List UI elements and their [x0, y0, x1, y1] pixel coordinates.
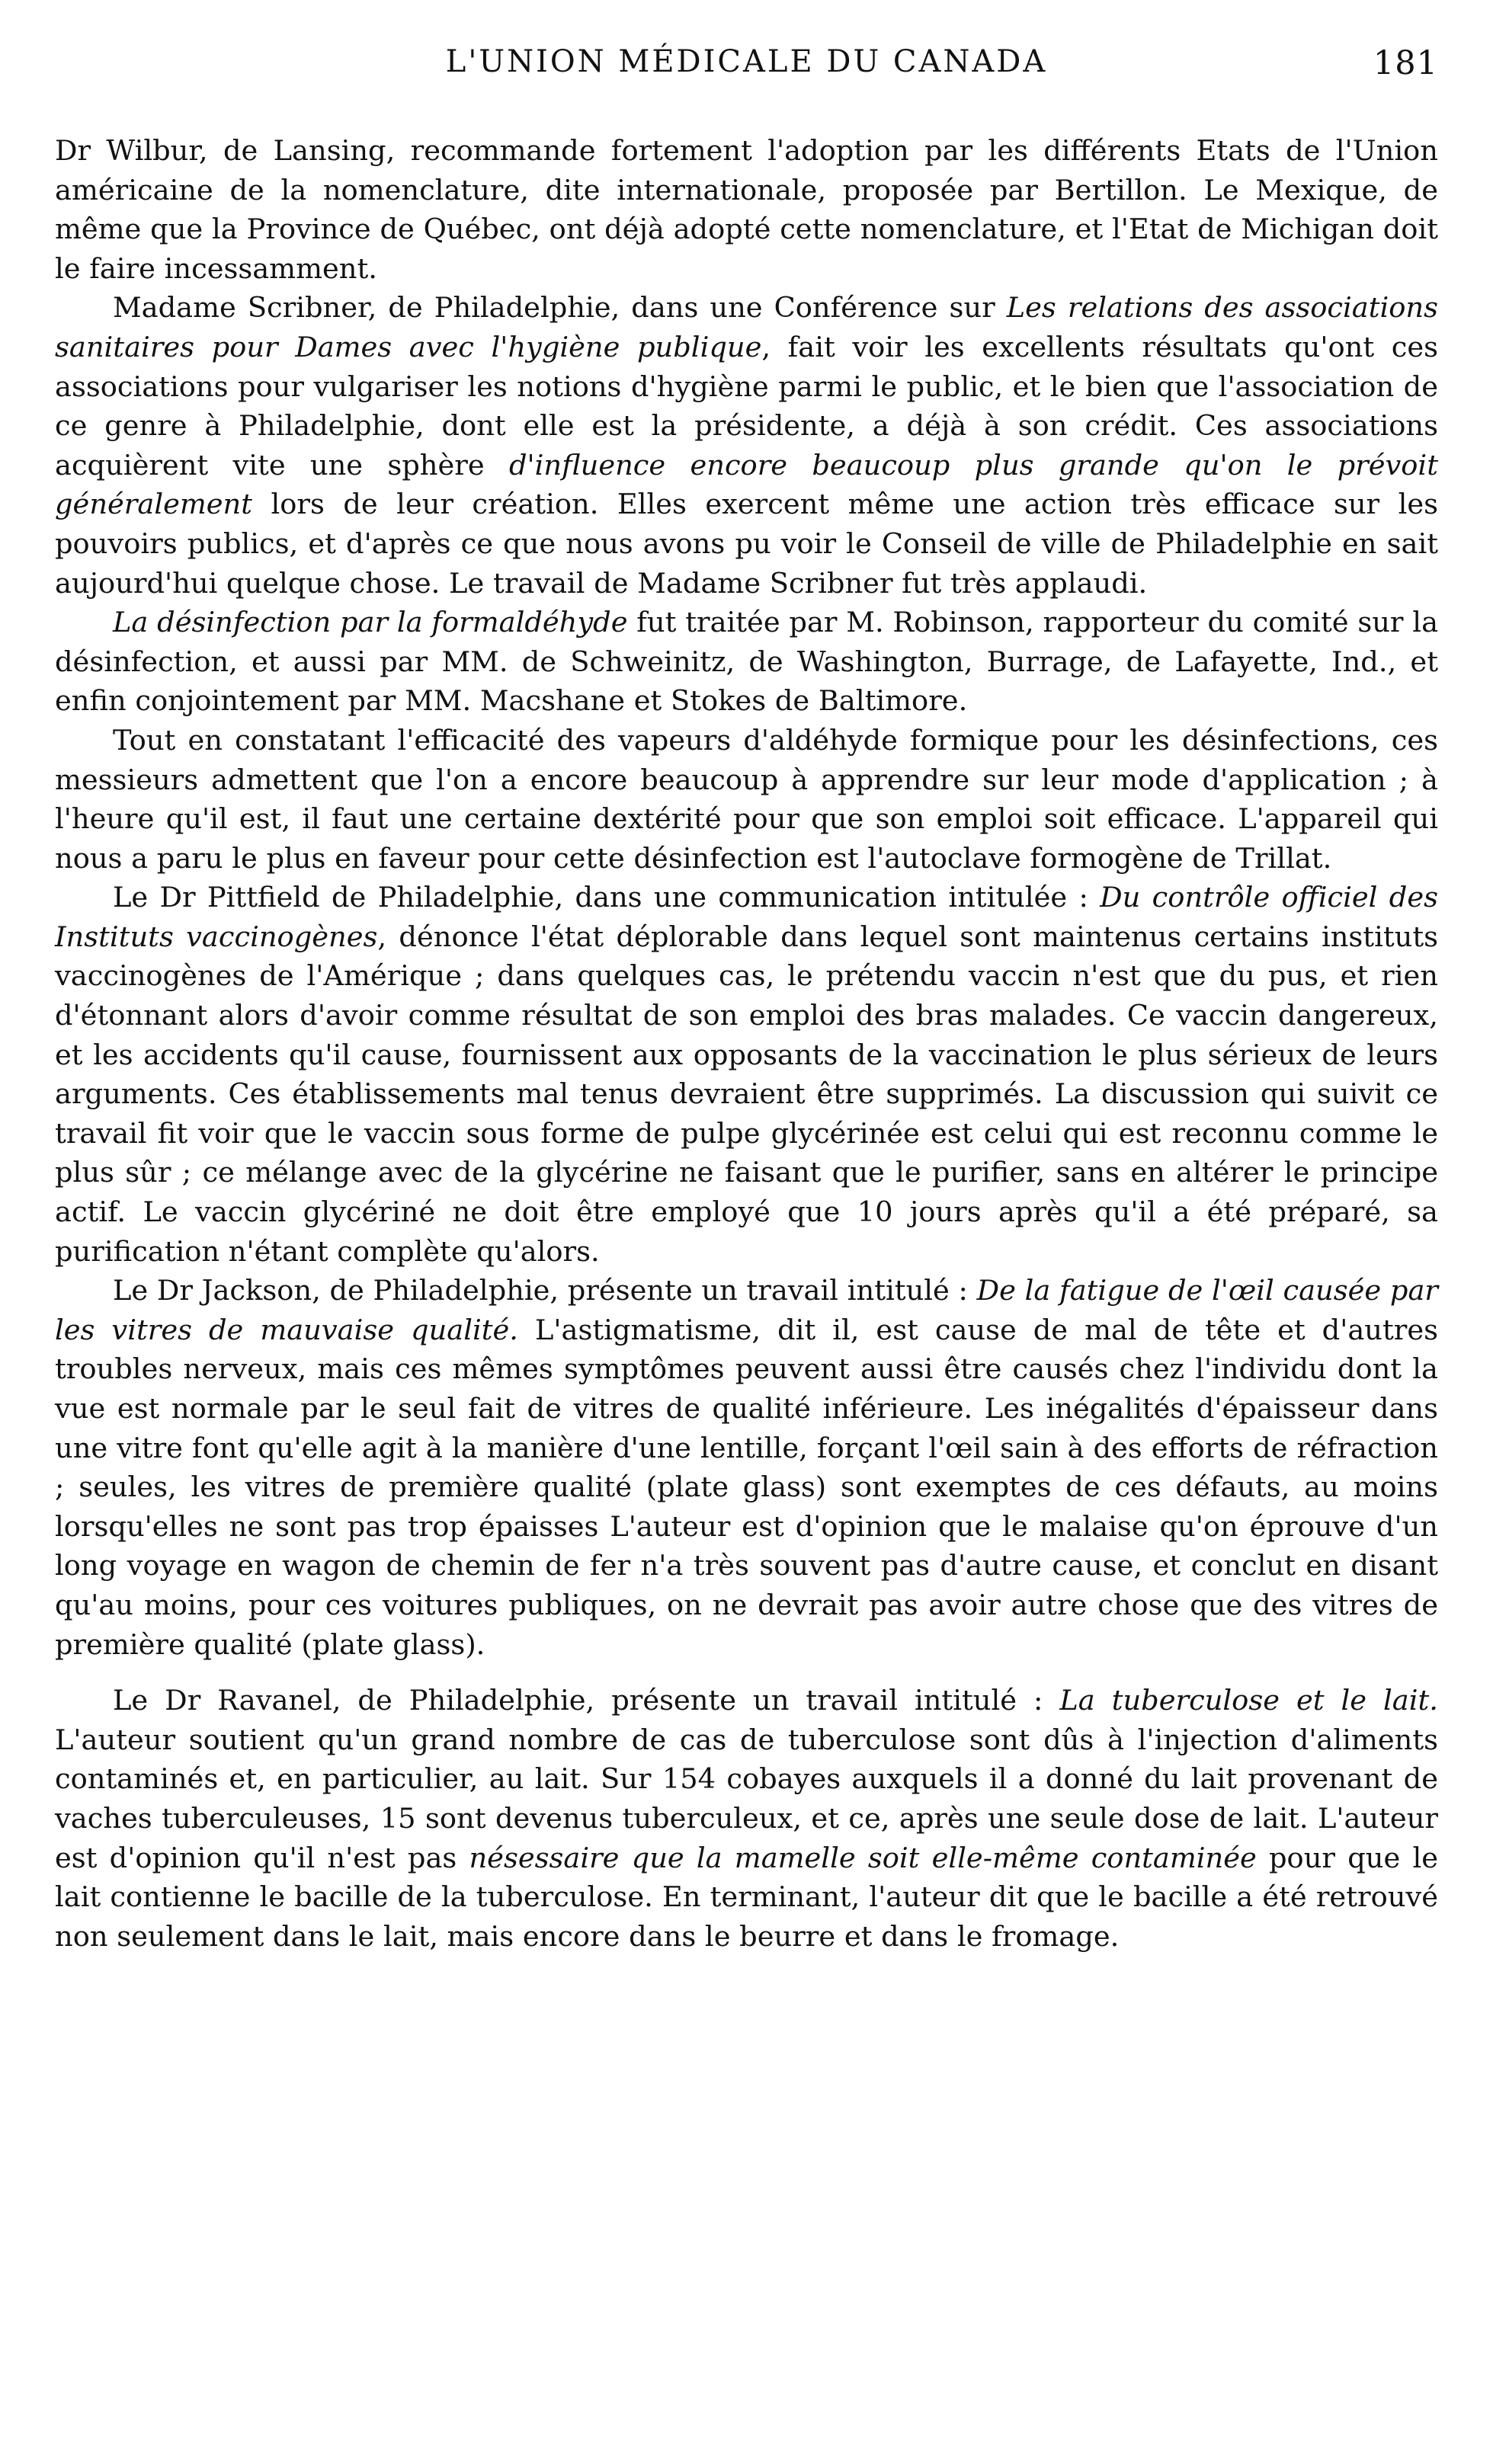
running-header [55, 44, 1438, 98]
article-body [55, 131, 1438, 1956]
paragraph-text: L'auteur soutient qu'un grand nombre de cas de tuberculose sont dûs à l'injection d'aliments contaminés et, en particulier, au lait. Sur 154 cobayes auxquels il a donné du lait provenant de vaches tuberculeuses, 15 sont devenus tuberculeux, et ce, après une seule dose de lait. L'auteur est d'opinion qu'il n'est pas [55, 1723, 1438, 1874]
paragraph [55, 131, 1438, 288]
paragraph-text: L'astigmatisme, dit il, est cause de mal de tête et d'autres troubles nerveux, mais ces mêmes symptômes peuvent aussi être causés chez l'individu dont la vue est normale par le seul fait de vitres de qualité inférieure. Les inégalités d'épaisseur dans une vitre font qu'elle agit à la manière d'une lentille, forçant l'œil sain à des efforts de réfraction ; seules, les vitres de première qualité (plate glass) sont exemptes de ces défauts, au moins lorsqu'elles ne sont pas trop épaisses L'auteur est d'opinion que le malaise qu'on éprouve d'un long voyage en wagon de chemin de fer n'a très souvent pas d'autre cause, et conclut en disant qu'au moins, pour ces voitures publiques, on ne devrait pas avoir autre chose que des vitres de première qualité (plate glass). [55, 1313, 1439, 1661]
paragraph-text: , fait voir les excellents résultats qu'ont ces associations pour vulgariser les notions d'hygiène parmi le public, et le bien que l'association de ce genre à Philadelphie, dont elle est la présidente, a déjà à son crédit. Ces associations acquièrent vite une sphère [55, 330, 1438, 482]
paragraph-text: Tout en constatant l'efficacité des vapeurs d'aldéhyde formique pour les désinfections, ces messieurs admettent que l'on a encore beaucoup à apprendre sur leur mode d'application ; à l'heure qu'il est, il faut une certaine dextérité pour que son emploi soit efficace. L'appareil qui nous a paru le plus en faveur pour cette désinfection est l'autoclave formogène de Trillat. [55, 723, 1438, 875]
italic-title-text: La tuberculose et le lait. [1059, 1684, 1438, 1717]
italic-title-text: La désinfection par la formaldéhyde [113, 606, 628, 639]
italic-title-text: Du contrôle officiel des Instituts vaccinogènes [55, 881, 1438, 953]
paragraph-text: Le Dr Ravanel, de Philadelphie, présente un travail intitulé : [113, 1684, 1060, 1717]
paragraph [55, 1681, 1438, 1956]
paragraph [55, 288, 1438, 603]
paragraph [55, 721, 1438, 878]
italic-title-text: d'influence encore beaucoup plus grande qu'on le prévoit généralement [55, 448, 1438, 521]
journal-title: L'UNION MÉDICALE DU CANADA [445, 44, 1048, 79]
paragraph-text: Dr Wilbur, de Lansing, recommande fortement l'adoption par les différents Etats de l'Union américaine de la nomenclature, dite internationale, proposée par Bertillon. Le Mexique, de même que la Province de Québec, ont déjà adopté cette nomenclature, et l'Etat de Michigan doit le faire incessamment. [55, 134, 1438, 285]
paragraph [55, 878, 1438, 1271]
paragraph-text: Madame Scribner, de Philadelphie, dans une Conférence sur [113, 291, 1007, 325]
italic-title-text: nésessaire que la mamelle soit elle-même contaminée [469, 1841, 1257, 1874]
paragraph-text: Le Dr Pittfield de Philadelphie, dans une communication intitulée : [113, 881, 1101, 914]
paragraph-text: Le Dr Jackson, de Philadelphie, présente un travail intitulé : [113, 1274, 977, 1307]
paragraph-text: , dénonce l'état déplorable dans lequel sont maintenus certains instituts vaccinogènes de l'Amérique ; dans quelques cas, le prétendu vaccin n'est que du pus, et rien d'étonnant alors d'avoir comme résultat de son emploi des bras malades. Ce vaccin dangereux, et les accidents qu'il cause, fournissent aux opposants de la vaccination le plus sérieux de leurs arguments. Ces établissements mal tenus devraient être supprimés. La discussion qui suivit ce travail fit voir que le vaccin sous forme de pulpe glycérinée est celui qui est reconnu comme le plus sûr ; ce mélange avec de la glycérine ne faisant que le purifier, sans en altérer le principe actif. Le vaccin glycériné ne doit être employé que 10 jours après qu'il a été préparé, sa purification n'étant complète qu'alors. [55, 920, 1439, 1268]
paragraph-text: pour que le lait contienne le bacille de la tuberculose. En terminant, l'auteur dit que le bacille a été retrouvé non seulement dans le lait, mais encore dans le beurre et dans le fromage. [55, 1841, 1438, 1953]
page-number: 181 [1373, 44, 1438, 82]
italic-title-text: Les relations des associations sanitaires pour Dames avec l'hygiène publique [55, 291, 1438, 363]
italic-title-text: De la fatigue de l'œil causée par les vitres de mauvaise qualité. [55, 1274, 1438, 1346]
paragraph-text: lors de leur création. Elles exercent même une action très efficace sur les pouvoirs publics, et d'après ce que nous avons pu voir le Conseil de ville de Philadelphie en sait aujourd'hui quelque chose. Le travail de Madame Scribner fut très applaudi. [55, 488, 1438, 600]
paragraph [55, 1271, 1438, 1664]
paragraph-text: fut traitée par M. Robinson, rapporteur du comité sur la désinfection, et aussi par MM. de Schweinitz, de Washington, Burrage, de Lafayette, Ind., et enfin conjointement par MM. Macshane et Stokes de Baltimore. [55, 606, 1439, 718]
paragraph [55, 603, 1438, 721]
